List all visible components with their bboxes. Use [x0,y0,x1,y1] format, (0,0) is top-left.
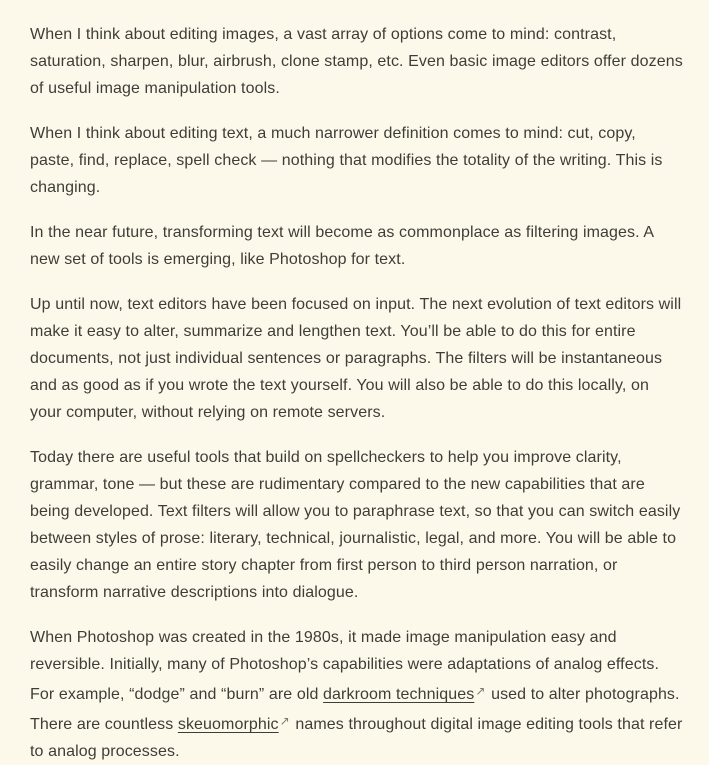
external-link-icon[interactable]: ↗ [279,714,290,728]
link-darkroom-techniques[interactable]: darkroom techniques [323,686,475,703]
paragraph-photoshop-history-text-3: names throughout digital image editing tools that refer to analog processes. [30,716,683,760]
paragraph-text-filters: Today there are useful tools that build on spellcheckers to help you improve clarity, grammar, tone — but these are rudimentary compared to the new capabilities that are being developed. Text filters will allow you to paraphrase text, so that you can switch easily between styles of prose: literary, technical, journalistic, legal, and more. You will be able to easily change an entire story chapter from first person to third person narration, or transform narrative descriptions into dialogue. [30,449,681,601]
paragraph-photoshop-history [30,624,683,765]
paragraph-editing-text: When I think about editing text, a much narrower definition comes to mind: cut, copy, paste, find, replace, spell check — nothing that modifies the totality of the writing. This is changing. [30,125,663,196]
paragraph-editing-images: When I think about editing images, a vast array of options come to mind: contrast, saturation, sharpen, blur, airbrush, clone stamp, etc. Even basic image editors offer dozens of useful image manipulation tools. [30,26,683,97]
paragraph-text-editors-evolution: Up until now, text editors have been focused on input. The next evolution of text editors will make it easy to alter, summarize and lengthen text. You’ll be able to do this for entire documents, not just individual sentences or paragraphs. The filters will be instantaneous and as good as if you wrote the text yourself. You will also be able to do this locally, on your computer, without relying on remote servers. [30,296,682,421]
paragraph-photoshop-history-text-1: When Photoshop was created in the 1980s, it made image manipulation easy and reversible. Initially, many of Photoshop’s capabilities were adaptations of analog effects. For example, “dodge” and “burn” are old [30,629,660,703]
external-link-icon[interactable]: ↗ [475,684,486,698]
paragraph-photoshop-history-text-2: used to alter photographs. There are countless [30,686,680,733]
paragraph-near-future: In the near future, transforming text will become as commonplace as filtering images. A new set of tools is emerging, like Photoshop for text. [30,224,654,268]
link-skeuomorphic[interactable]: skeuomorphic [177,716,279,733]
